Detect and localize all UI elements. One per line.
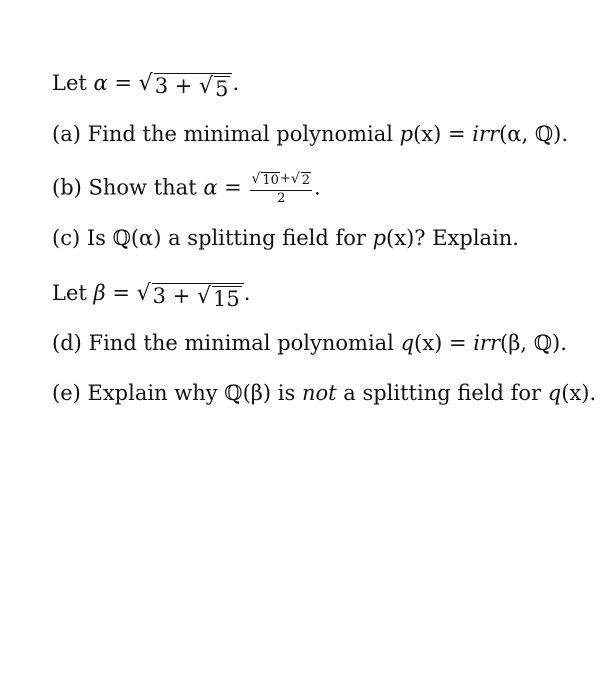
period: .: [243, 281, 251, 305]
part-d-label: (d) Find the minimal polynomial: [52, 331, 401, 355]
period: .: [561, 122, 568, 146]
equals-sign: =: [217, 175, 249, 200]
poly-q: q: [400, 331, 415, 355]
outer-sqrt: [139, 73, 233, 102]
part-c-label: (c) Is ℚ(α) a splitting field for: [52, 226, 373, 250]
inner-sqrt: [199, 76, 230, 102]
poly-arg: (x): [413, 122, 442, 146]
outer-radicand: [152, 283, 244, 312]
alpha-symbol: α: [203, 175, 218, 200]
equals-sign: =: [441, 122, 473, 146]
radical-sign: √: [196, 284, 212, 309]
irr-args: (β, ℚ): [500, 331, 561, 355]
plus-sign: +: [166, 284, 197, 308]
question-end: ? Explain.: [414, 226, 519, 250]
part-a: [52, 120, 568, 148]
inner-radicand: 15: [213, 287, 240, 311]
outer-sqrt: [137, 283, 244, 312]
part-b: [52, 172, 321, 206]
radical-sign: √: [290, 171, 300, 187]
part-c: [52, 224, 519, 252]
part-e-label: (e) Explain why ℚ(β) is: [52, 381, 302, 405]
radicand-two: 2: [301, 173, 311, 188]
period: .: [589, 381, 597, 405]
fraction-denominator: 2: [277, 190, 286, 206]
radicand-three: 3: [152, 284, 167, 308]
poly-arg: (x): [414, 331, 443, 355]
radical-sign: √: [199, 74, 214, 99]
definition-alpha: [52, 69, 239, 102]
inner-radicand: 5: [215, 77, 229, 101]
irr-function: irr: [472, 122, 500, 146]
poly-p: p: [399, 122, 414, 146]
outer-radicand: [154, 73, 233, 102]
period: .: [314, 175, 321, 200]
let-text: Let: [52, 71, 94, 95]
inner-sqrt: [197, 286, 242, 312]
period: .: [232, 71, 240, 95]
equals-sign: =: [105, 281, 137, 305]
equals-sign: =: [442, 331, 474, 355]
sqrt-ten: [251, 172, 279, 189]
radical-sign: √: [138, 71, 153, 96]
fraction: [250, 172, 312, 206]
radicand-ten: 10: [262, 173, 279, 188]
definition-beta: [52, 279, 250, 312]
part-b-label: (b) Show that: [52, 175, 204, 200]
emphasis-not: not: [301, 381, 337, 405]
radical-sign: √: [251, 171, 261, 187]
period: .: [560, 331, 567, 355]
alpha-symbol: α: [93, 71, 108, 95]
part-e-middle: a splitting field for: [336, 381, 548, 405]
let-text: Let: [52, 281, 94, 305]
irr-function: irr: [473, 331, 501, 355]
sqrt-two: [291, 172, 311, 189]
part-d: [52, 329, 567, 357]
irr-args: (α, ℚ): [499, 122, 562, 146]
part-e: [52, 379, 596, 407]
equals-sign: =: [107, 71, 139, 95]
radicand-three: 3: [154, 74, 169, 98]
beta-symbol: β: [93, 281, 106, 305]
radical-sign: √: [136, 281, 151, 306]
plus-sign: +: [279, 171, 291, 186]
plus-sign: +: [168, 74, 200, 98]
fraction-numerator: [250, 172, 312, 191]
poly-arg: (x): [561, 381, 590, 405]
poly-p: p: [372, 226, 387, 250]
part-a-label: (a) Find the minimal polynomial: [52, 122, 400, 146]
poly-q: q: [547, 381, 562, 405]
poly-arg: (x): [386, 226, 415, 250]
